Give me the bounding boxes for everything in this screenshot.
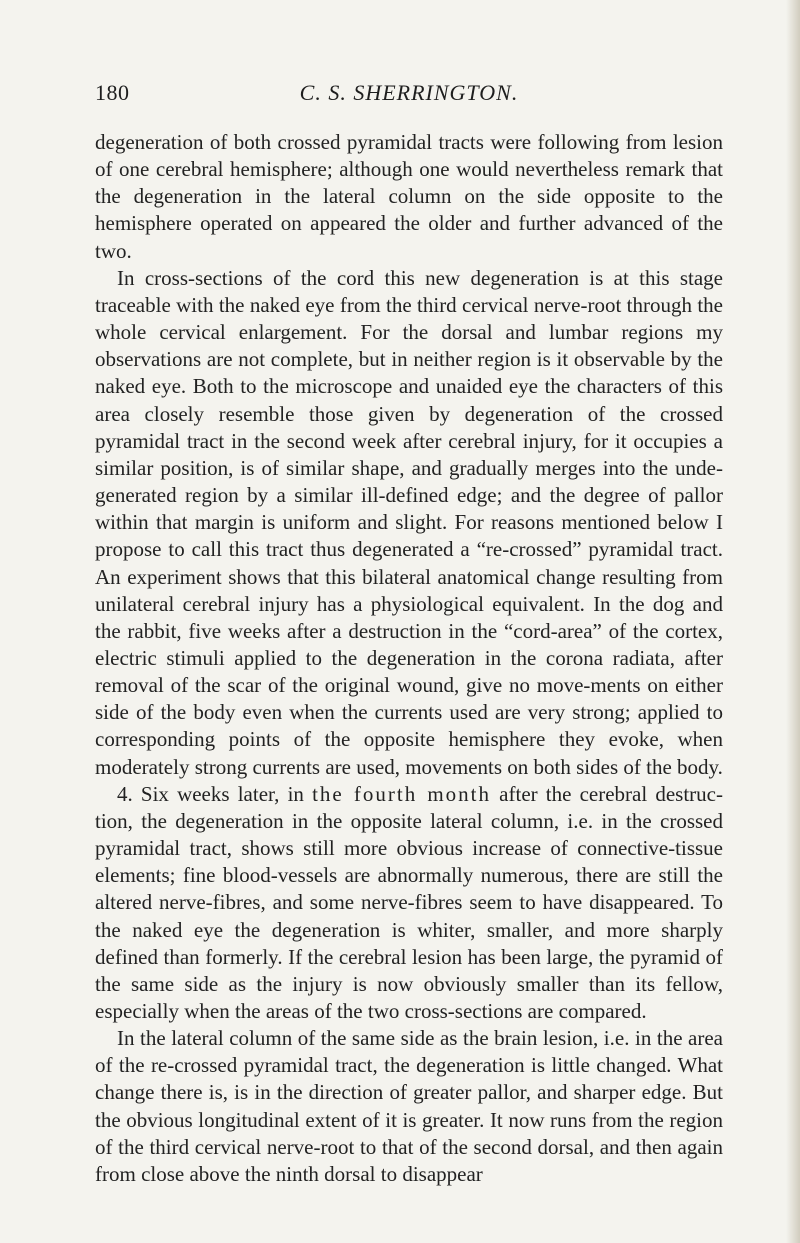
running-head xyxy=(95,80,723,112)
body-text xyxy=(95,129,723,1188)
paragraph-lead: 4. Six weeks later, in xyxy=(117,781,313,806)
paragraph-six-weeks xyxy=(95,781,723,1025)
emphasized-phrase: the fourth month xyxy=(312,781,492,806)
page-edge-shadow xyxy=(786,0,800,1243)
running-title: C. S. SHERRINGTON. xyxy=(299,80,519,105)
paragraph-cross-sections: In cross-sections of the cord this new degeneration is at this stage traceable with the naked eye from the third cervical nerve-root through the whole cervical enlargement. For the dorsal and lumbar regions my observations are not complete, but in neither region is it observable by the naked eye. Both to the microscope and unaided eye the characters of this area closely resemble those given by degeneration of the crossed pyramidal tract in the second week after cerebral injury, for it occupies a similar position, is of similar shape, and gradually merges into the unde-generated region by a similar ill-defined edge; and the degree of pallor within that margin is uniform and slight. For reasons mentioned below I propose to call this tract thus degenerated a “re-crossed” pyramidal tract. An experiment shows that this bilateral anatomical change resulting from unilateral cerebral injury has a physiological equivalent. In the dog and the rabbit, five weeks after a destruction in the “cord-area” of the cortex, electric stimuli applied to the degeneration in the corona radiata, after removal of the scar of the original wound, give no move-ments on either side of the body even when the currents used are very strong; applied to corresponding points of the opposite hemisphere they evoke, when moderately strong currents are used, movements on both sides of the body. xyxy=(95,265,723,779)
page-number: 180 xyxy=(95,80,130,105)
paragraph-lateral-column: In the lateral column of the same side as the brain lesion, i.e. in the area of the re-crossed pyramidal tract, the degeneration is little changed. What change there is, is in the direction of greater pallor, and sharper edge. But the obvious longitudinal extent of it is greater. It now runs from the region of the third cervical nerve-root to that of the second dorsal, and then again from close above the ninth dorsal to disappear xyxy=(95,1026,723,1186)
paragraph-rest: after the cerebral destruc-tion, the degeneration in the opposite lateral column, i.e. in the crossed pyramidal tract, shows still more obvious increase of connective-tissue elements; fine blood-vessels are abnormally numerous, there are still the altered nerve-fibres, and some nerve-fibres seem to have disappeared. To the naked eye the degeneration is whiter, smaller, and more sharply defined than formerly. If the cerebral lesion has been large, the pyramid of the same side as the injury is now obviously smaller than its fellow, especially when the areas of the two cross-sections are compared. xyxy=(95,781,723,1023)
paragraph-continued: degeneration of both crossed pyramidal tracts were following from lesion of one cerebral hemisphere; although one would nevertheless remark that the degeneration in the lateral column on the side opposite to the hemisphere operated on appeared the older and further advanced of the two. xyxy=(95,130,723,263)
